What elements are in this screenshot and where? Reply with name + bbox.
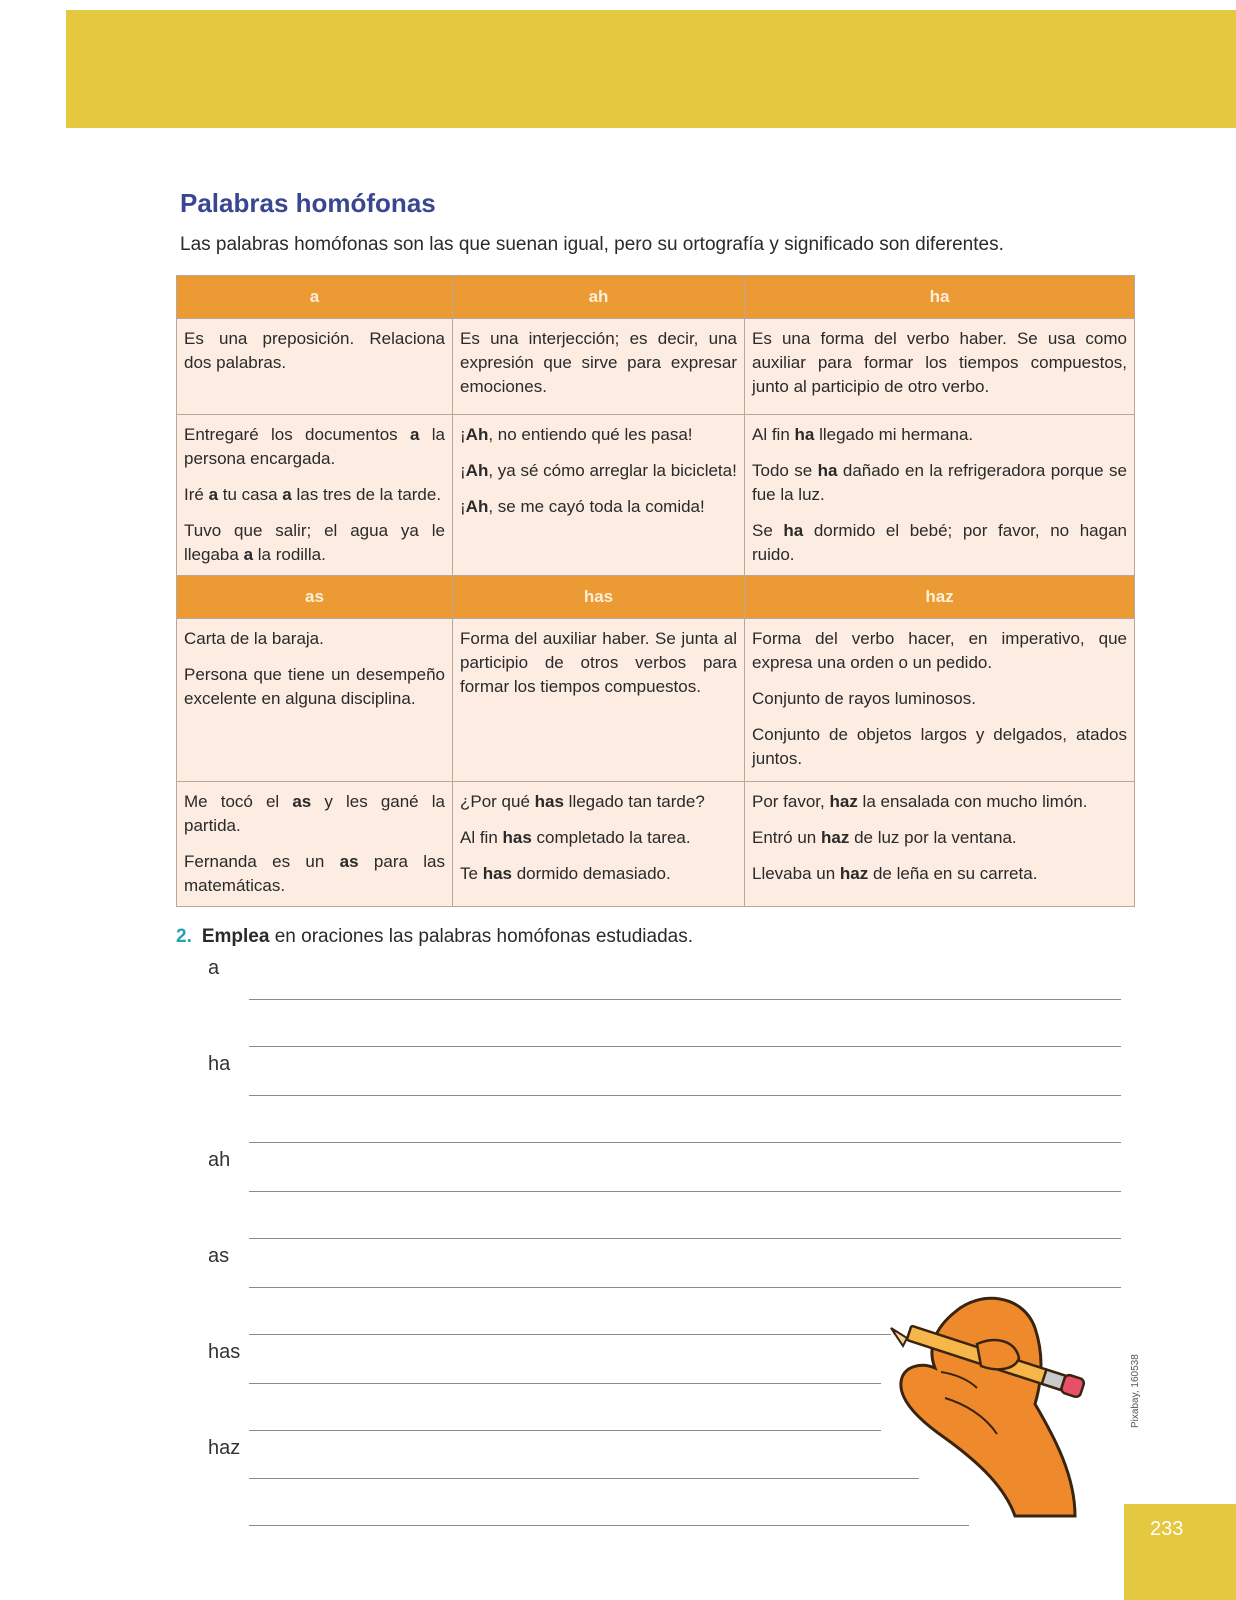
writing-line[interactable] xyxy=(249,1191,1121,1192)
column-header-has: has xyxy=(453,576,745,619)
word-label-ha: ha xyxy=(208,1053,231,1075)
sentence-fragment: Todo se xyxy=(752,461,818,480)
sentence-fragment: ¡ xyxy=(460,461,466,480)
examples-cell xyxy=(745,415,1135,576)
definition-text: Persona que tiene un desempeño excelente en alguna disciplina. xyxy=(184,665,445,708)
writing-line[interactable] xyxy=(249,1430,881,1431)
top-color-band xyxy=(66,10,1236,128)
homophone-word: Ah xyxy=(465,461,489,480)
examples-cell xyxy=(177,415,453,576)
section-title: Palabras homófonas xyxy=(180,188,436,218)
sentence-fragment: llegado tan tarde? xyxy=(563,792,705,811)
sentence-fragment: Entró un xyxy=(752,828,821,847)
example-sentence xyxy=(752,423,1127,447)
example-sentence xyxy=(184,519,445,567)
sentence-fragment: dañado en la refrigeradora porque se fue la luz. xyxy=(752,461,1127,504)
exercise-text: en oraciones las palabras homófonas estudiadas. xyxy=(269,926,694,947)
sentence-fragment: la persona encargada. xyxy=(184,425,445,468)
sentence-fragment: Al fin xyxy=(752,425,795,444)
definition-text: Carta de la baraja. xyxy=(184,629,324,648)
homophone-word: as xyxy=(292,792,312,811)
sentence-fragment: Te xyxy=(460,864,483,883)
sentence-fragment: Iré xyxy=(184,485,209,504)
exercise-number: 2. xyxy=(176,926,192,947)
example-sentence xyxy=(752,519,1127,567)
example-sentence xyxy=(184,850,445,898)
homophone-word: haz xyxy=(829,792,858,811)
definition-cell xyxy=(745,619,1135,782)
example-sentence xyxy=(460,459,737,483)
examples-row xyxy=(177,415,1135,576)
sentence-fragment: ¿Por qué xyxy=(460,792,535,811)
example-sentence xyxy=(184,423,445,471)
homophone-word: haz xyxy=(839,864,869,883)
sentence-fragment: para las matemáticas. xyxy=(184,852,446,895)
example-sentence xyxy=(460,790,737,814)
example-sentence xyxy=(752,862,1127,886)
sentence-fragment: Se xyxy=(752,521,784,540)
homophone-word: a xyxy=(409,425,420,444)
definition-text: Es una forma del verbo haber. Se usa como auxiliar para formar los tiempos compuestos, junto al participio de otro verbo. xyxy=(752,329,1127,396)
column-header-ha: ha xyxy=(745,276,1135,319)
example-sentence xyxy=(184,790,445,838)
writing-line[interactable] xyxy=(249,1383,881,1384)
sentence-fragment: ¡ xyxy=(460,425,466,444)
homophone-word: a xyxy=(208,485,219,504)
definition-cell xyxy=(453,319,745,415)
homophone-word: haz xyxy=(821,828,850,847)
example-sentence xyxy=(184,483,445,507)
definition-text: Forma del verbo hacer, en imperativo, que expresa una orden o un pedido. xyxy=(752,629,1127,672)
sentence-fragment: y les gané la partida. xyxy=(184,792,445,835)
sentence-fragment: de leña en su carreta. xyxy=(868,864,1038,883)
writing-line[interactable] xyxy=(249,999,1121,1000)
sentence-fragment: , ya sé cómo arreglar la bicicleta! xyxy=(488,461,737,480)
sentence-fragment: ¡ xyxy=(460,497,466,516)
word-label-as: as xyxy=(208,1245,230,1267)
page-number: 233 xyxy=(1150,1518,1184,1540)
definitions-row xyxy=(177,319,1135,415)
definition-cell xyxy=(453,619,745,782)
example-sentence xyxy=(752,826,1127,850)
sentence-fragment: la ensalada con mucho limón. xyxy=(857,792,1088,811)
sentence-fragment: Tuvo que salir; el agua ya le llegaba xyxy=(184,521,445,564)
definition-cell xyxy=(177,619,453,782)
homophone-word: a xyxy=(282,485,292,504)
definition-text: Es una interjección; es decir, una expresión que sirve para expresar emociones. xyxy=(460,329,737,396)
homophone-word: a xyxy=(243,545,254,564)
sentence-fragment: Entregaré los documentos xyxy=(184,425,410,444)
homophone-word: has xyxy=(502,828,532,847)
sentence-fragment: , se me cayó toda la comida! xyxy=(488,497,705,516)
homophone-word: has xyxy=(534,792,564,811)
intro-text: Las palabras homófonas son las que suenan igual, pero su ortografía y significado son diferentes. xyxy=(180,234,1004,255)
examples-cell xyxy=(453,782,745,907)
sentence-fragment: llegado mi hermana. xyxy=(814,425,974,444)
definitions-row xyxy=(177,619,1135,782)
writing-line[interactable] xyxy=(249,1142,1121,1143)
sentence-fragment: Por favor, xyxy=(752,792,830,811)
homophone-word: Ah xyxy=(465,497,489,516)
word-label-a: a xyxy=(208,957,220,979)
homophone-word: ha xyxy=(794,425,815,444)
homophone-word: ha xyxy=(817,461,838,480)
sentence-fragment: Me tocó el xyxy=(184,792,293,811)
sentence-fragment: , no entiendo qué les pasa! xyxy=(488,425,693,444)
definition-text: Conjunto de rayos luminosos. xyxy=(752,689,976,708)
column-header-haz: haz xyxy=(745,576,1135,619)
homophone-word: as xyxy=(339,852,359,871)
writing-line[interactable] xyxy=(249,1046,1121,1047)
table-header-row xyxy=(177,576,1135,619)
homophone-word: has xyxy=(482,864,512,883)
writing-line[interactable] xyxy=(249,1525,969,1526)
sentence-fragment: completado la tarea. xyxy=(531,828,691,847)
definition-cell xyxy=(745,319,1135,415)
example-sentence xyxy=(460,826,737,850)
definition-text: Conjunto de objetos largos y delgados, atados juntos. xyxy=(752,725,1127,768)
sentence-fragment: Al fin xyxy=(460,828,503,847)
definition-text: Forma del auxiliar haber. Se junta al participio de otros verbos para formar los tiempos compuestos. xyxy=(460,629,737,696)
definition-text: Es una preposición. Relaciona dos palabras. xyxy=(184,329,445,372)
exercise-keyword: Emplea xyxy=(201,926,270,947)
example-sentence xyxy=(460,862,737,886)
writing-line[interactable] xyxy=(249,1095,1121,1096)
example-sentence xyxy=(752,790,1127,814)
sentence-fragment: Llevaba un xyxy=(752,864,840,883)
column-header-ah: ah xyxy=(453,276,745,319)
sentence-fragment: dormido el bebé; por favor, no hagan ruido. xyxy=(752,521,1127,564)
sentence-fragment: dormido demasiado. xyxy=(511,864,671,883)
sentence-fragment: Fernanda es un xyxy=(184,852,340,871)
exercise-instruction xyxy=(176,926,693,948)
homophones-table xyxy=(176,275,1134,907)
example-sentence xyxy=(460,495,737,519)
homophone-word: ha xyxy=(783,521,804,540)
examples-cell xyxy=(745,782,1135,907)
sentence-fragment: la rodilla. xyxy=(253,545,326,564)
writing-line[interactable] xyxy=(249,1238,1121,1239)
sentence-fragment: de luz por la ventana. xyxy=(849,828,1017,847)
examples-row xyxy=(177,782,1135,907)
example-sentence xyxy=(460,423,737,447)
examples-cell xyxy=(453,415,745,576)
word-label-haz: haz xyxy=(208,1437,241,1459)
column-header-a: a xyxy=(177,276,453,319)
writing-line[interactable] xyxy=(249,1334,891,1335)
hand-writing-illustration xyxy=(885,1288,1115,1518)
sentence-fragment: las tres de la tarde. xyxy=(291,485,442,504)
column-header-as: as xyxy=(177,576,453,619)
word-label-has: has xyxy=(208,1341,241,1363)
example-sentence xyxy=(752,459,1127,507)
definition-cell xyxy=(177,319,453,415)
image-credit: Pixabay, 160538 xyxy=(1130,1354,1141,1428)
homophone-word: Ah xyxy=(465,425,489,444)
table-header-row xyxy=(177,276,1135,319)
sentence-fragment: tu casa xyxy=(218,485,283,504)
word-label-ah: ah xyxy=(208,1149,231,1171)
writing-line[interactable] xyxy=(249,1478,919,1479)
examples-cell xyxy=(177,782,453,907)
